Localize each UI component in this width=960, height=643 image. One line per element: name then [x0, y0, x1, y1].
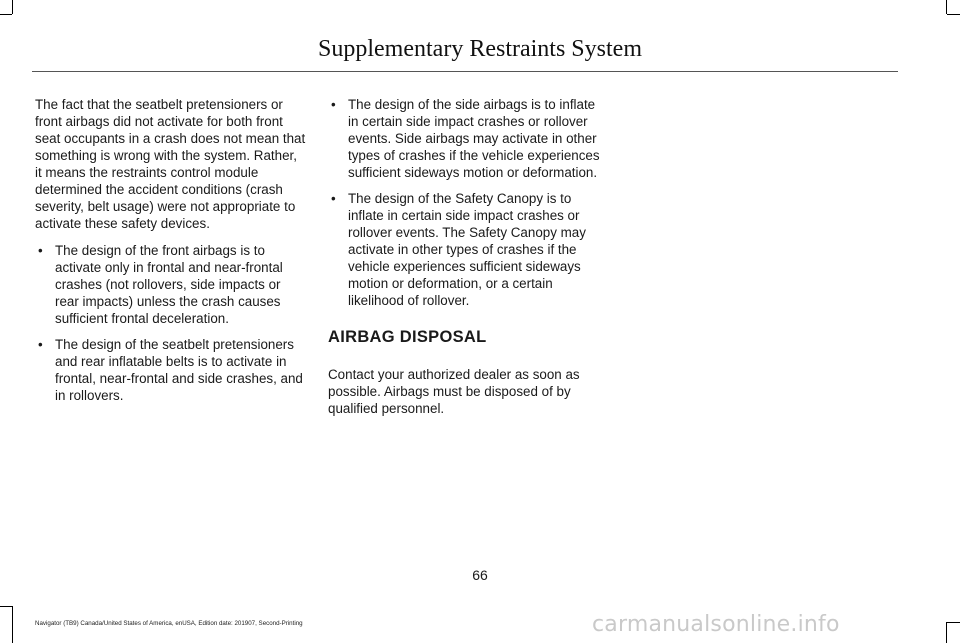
- bullet-marker: •: [38, 337, 43, 352]
- left-bullet-list: [35, 242, 307, 404]
- crop-mark-top-left-horizontal: [0, 14, 12, 15]
- crop-mark-top-right-vertical: [946, 0, 947, 14]
- bullet-marker: •: [331, 97, 336, 112]
- header-divider: [32, 71, 898, 72]
- edition-footer: Navigator (TB9) Canada/United States of America, enUSA, Edition date: 201907, Second-Printing: [35, 620, 303, 627]
- crop-mark-bottom-left-horizontal: [0, 606, 12, 607]
- crop-mark-bottom-left-vertical: [12, 606, 13, 643]
- page-number: 66: [472, 567, 488, 583]
- list-item-text: The design of the front airbags is to activate only in frontal and near-frontal crashes (not rollovers, side impacts or rear impacts) unless the crash causes sufficient frontal deceleration.: [55, 243, 283, 326]
- list-item-text: The design of the seatbelt pretensioners and rear inflatable belts is to activate in frontal, near-frontal and side crashes, and in rollovers.: [55, 337, 303, 403]
- list-item-text: The design of the side airbags is to inflate in certain side impact crashes or rollover events. Side airbags may activate in other types of crashes if the vehicle experiences sufficient sideways motion or deformation.: [348, 97, 600, 180]
- section-paragraph: Contact your authorized dealer as soon as possible. Airbags must be disposed of by qualified personnel.: [328, 367, 580, 416]
- bullet-marker: •: [331, 191, 336, 206]
- crop-mark-bottom-right-vertical: [946, 622, 947, 643]
- intro-paragraph: The fact that the seatbelt pretensioners or front airbags did not activate for both front seat occupants in a crash does not mean that something is wrong with the system. Rather, it means the restraints control module determined the accident conditions (crash severity, belt usage) were not appropriate to activate these safety devices.: [35, 97, 306, 231]
- page-header-title: Supplementary Restraints System: [318, 36, 642, 62]
- list-item: [35, 336, 307, 404]
- crop-mark-top-left-vertical: [12, 0, 13, 14]
- list-item-text: The design of the Safety Canopy is to inflate in certain side impact crashes or rollover events. The Safety Canopy may activate in other types of crashes if the vehicle experiences sufficient sideways motion or deformation, or a certain likelihood of rollover.: [348, 191, 586, 308]
- watermark: carmanualsonline.info: [592, 612, 840, 637]
- bullet-marker: •: [38, 243, 43, 258]
- section-heading: AIRBAG DISPOSAL: [328, 328, 487, 346]
- list-item: [328, 96, 604, 181]
- left-column: [35, 96, 307, 413]
- crop-mark-top-right-horizontal: [947, 14, 960, 15]
- middle-bullet-list: [328, 96, 604, 309]
- middle-column: [328, 96, 604, 427]
- crop-mark-bottom-right-horizontal: [947, 622, 960, 623]
- list-item: [35, 242, 307, 327]
- list-item: [328, 190, 604, 309]
